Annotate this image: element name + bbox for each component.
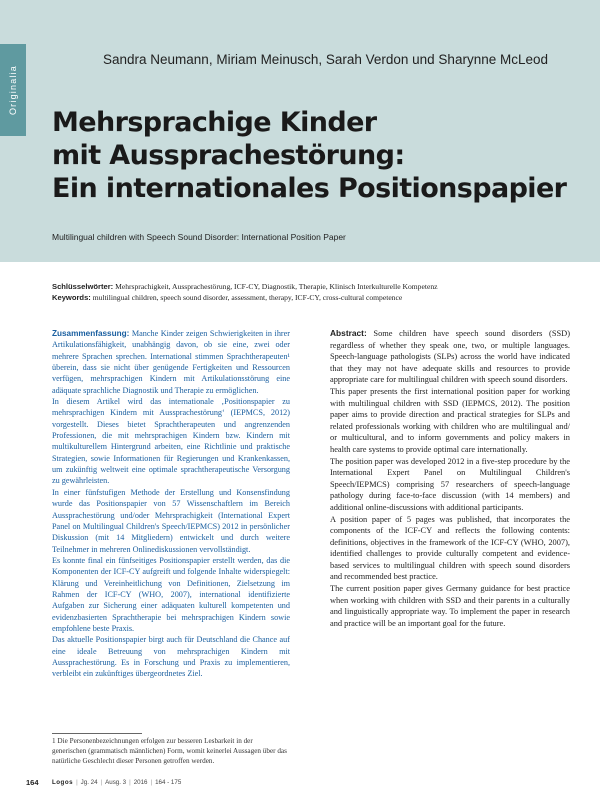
keywords-en bbox=[52, 292, 552, 303]
section-tab bbox=[0, 44, 26, 136]
abstract-en-paragraph: The current position paper gives Germany guidance for best practice when working with children with SSD and their parents in a culturally and linguistically appropriate way. To implement the paper in research and practice will be an important goal for the future. bbox=[330, 584, 570, 628]
article-title bbox=[52, 106, 572, 205]
abstract-de-label: Zusammenfassung: bbox=[52, 329, 130, 338]
title-line-1: Mehrsprachige Kinder bbox=[52, 107, 377, 138]
footnote: 1 Die Personenbezeichnungen erfolgen zur besseren Lesbarkeit in der generischen (grammatisch männlichen) Form, womit keinerlei Aussagen über das natürliche Geschlecht dieser Personen getroffen werden. bbox=[52, 737, 287, 765]
abstract-en-text: Some children have speech sound disorders (SSD) regardless of whether they speak one, two, or multiple languages. Speech-language pathologists (SLPs) across the world have indicated that they may not have adequate skills and resources to provide appropriate care for multilingual children with speech sound disorders. bbox=[330, 329, 571, 385]
journal-issue: Ausg. 3 bbox=[105, 779, 127, 786]
abstract-de-text: Manche Kinder zeigen Schwierigkeiten in ihrer Artikulationsfähigkeit, unabhängig davon, ob sie eine, zwei oder mehrere Sprachen sprechen. International stimmen Sprachtherapeuten¹ überein, dass sie nicht über genügende Fertigkeiten und Ressourcen verfügen, mehrsprachigen Kindern mit Artikulationsstörung eine adäquate sprachliche Diagnostik und Therapie zu ermöglichen. bbox=[52, 329, 291, 395]
authors: Sandra Neumann, Miriam Meinusch, Sarah Verdon und Sharynne McLeod bbox=[103, 52, 548, 67]
keywords-en-text: multilingual children, speech sound disorder, assessment, therapy, ICF-CY, cross-cultural competence bbox=[92, 293, 403, 302]
abstract-de-paragraph bbox=[52, 328, 290, 396]
journal-year: 2016 bbox=[133, 779, 148, 786]
keywords-block bbox=[52, 281, 552, 303]
abstract-en-paragraph: A position paper of 5 pages was published, that incorporates the components of the ICF-CY and reflects the following contents: definitions, objectives in the framework of the ICF-CY (WHO, 2007), identified challenges to provide culturally competent and evidence-based services to multilingual children with speech sound disorders and recommended best practice. bbox=[330, 514, 570, 582]
journal-pages: 164 - 175 bbox=[155, 779, 182, 786]
keywords-de-label: Schlüsselwörter: bbox=[52, 282, 114, 291]
abstract-german bbox=[52, 328, 290, 680]
english-title: Multilingual children with Speech Sound Disorder: International Position Paper bbox=[52, 232, 346, 242]
abstract-de-paragraph: In einer fünfstufigen Methode der Erstellung und Konsensfindung wurde das Positionspapier von 57 Wissenschaftlern im Bereich Aussprachestörung und/oder Mehrsprachigkeit (International Expert Panel on Multilingual Children's Speech/IEPMCS) 2012 in persönlicher Diskussion (mit 14 Mitgliedern) entwickelt und durch weitere Teilnehmer in mehreren Onlinediskussionen vervollständigt. bbox=[52, 487, 290, 554]
abstract-en-label: Abstract: bbox=[330, 328, 367, 338]
page-number: 164 bbox=[26, 778, 39, 787]
section-tab-label: Originalia bbox=[8, 64, 18, 116]
abstract-en-paragraph bbox=[330, 328, 570, 386]
abstract-en-paragraph: This paper presents the first international position paper for working with multilingual children with SSD (IEPMCS, 2012). The position paper aims to provide direction and practical strategies for SLPs and related professionals working with children who are multilingual and/ or multicultural, and to inform governments and policy makers in health care systems to provide optimal care internationally. bbox=[330, 386, 570, 454]
journal-name: Logos bbox=[52, 779, 74, 786]
abstract-de-paragraph: Das aktuelle Positionspapier birgt auch für Deutschland die Chance auf eine ideale Betreuung von mehrsprachigen Kindern mit Aussprachestörung. Es in Forschung und Praxis zu implementieren, verbleibt ein zukünftiges übergeordnetes Ziel. bbox=[52, 635, 290, 679]
title-line-3: Ein internationales Positionspapier bbox=[52, 173, 567, 204]
abstract-de-paragraph: In diesem Artikel wird das internationale ‚Positionspapier zu mehrsprachigen Kindern mit Aussprachestörung‘ (IEPMCS, 2012) vorgestellt. Dieses bietet Sprachtherapeuten und angrenzenden Professionen, die mit mehrsprachigen Kindern bzw. Kindern mit multikulturellem Hintergrund arbeiten, eine Richtlinie und praktische Strategien, sowie Informationen für Regierungen und Krankenkassen, um zukünftig weltweit eine optimale sprachtherapeutische Versorgung zu gewährleisten. bbox=[52, 397, 290, 486]
footnote-divider bbox=[52, 733, 142, 734]
title-line-2: mit Aussprachestörung: bbox=[52, 140, 405, 171]
abstract-en-paragraph: The position paper was developed 2012 in a five-step procedure by the International Expert Panel on Multilingual Children's Speech/IEPMCS) comprising 57 researchers of speech-language pathology during face-to-face discussion (with 14 members) and additional online-discussions with additional participants. bbox=[330, 456, 570, 512]
journal-volume: Jg. 24 bbox=[80, 779, 98, 786]
keywords-en-label: Keywords: bbox=[52, 293, 91, 302]
abstract-de-paragraph: Es konnte final ein fünfseitiges Positionspapier erstellt werden, das die Komponenten der ICF-CY aufgreift und folgende Inhalte widerspiegelt: Klärung und Vereinheitlichung von Definitionen, Zielsetzung im Rahmen der ICF-CY (WHO, 2007), international identifizierte Aufgaben zur Sicherung einer adäquaten kulturell kompetenten und evidenzbasierten Sprachtherapie bei mehrsprachigen Kindern sowie empfohlene beste Praxis. bbox=[52, 555, 290, 633]
journal-info: Logos | Jg. 24 | Ausg. 3 | 2016 | 164 - 175 bbox=[52, 779, 182, 786]
keywords-de-text: Mehrsprachigkeit, Aussprachestörung, ICF-CY, Diagnostik, Therapie, Klinisch Interkulturelle Kompetenz bbox=[115, 282, 438, 291]
keywords-de bbox=[52, 281, 552, 292]
abstract-english bbox=[330, 328, 570, 629]
